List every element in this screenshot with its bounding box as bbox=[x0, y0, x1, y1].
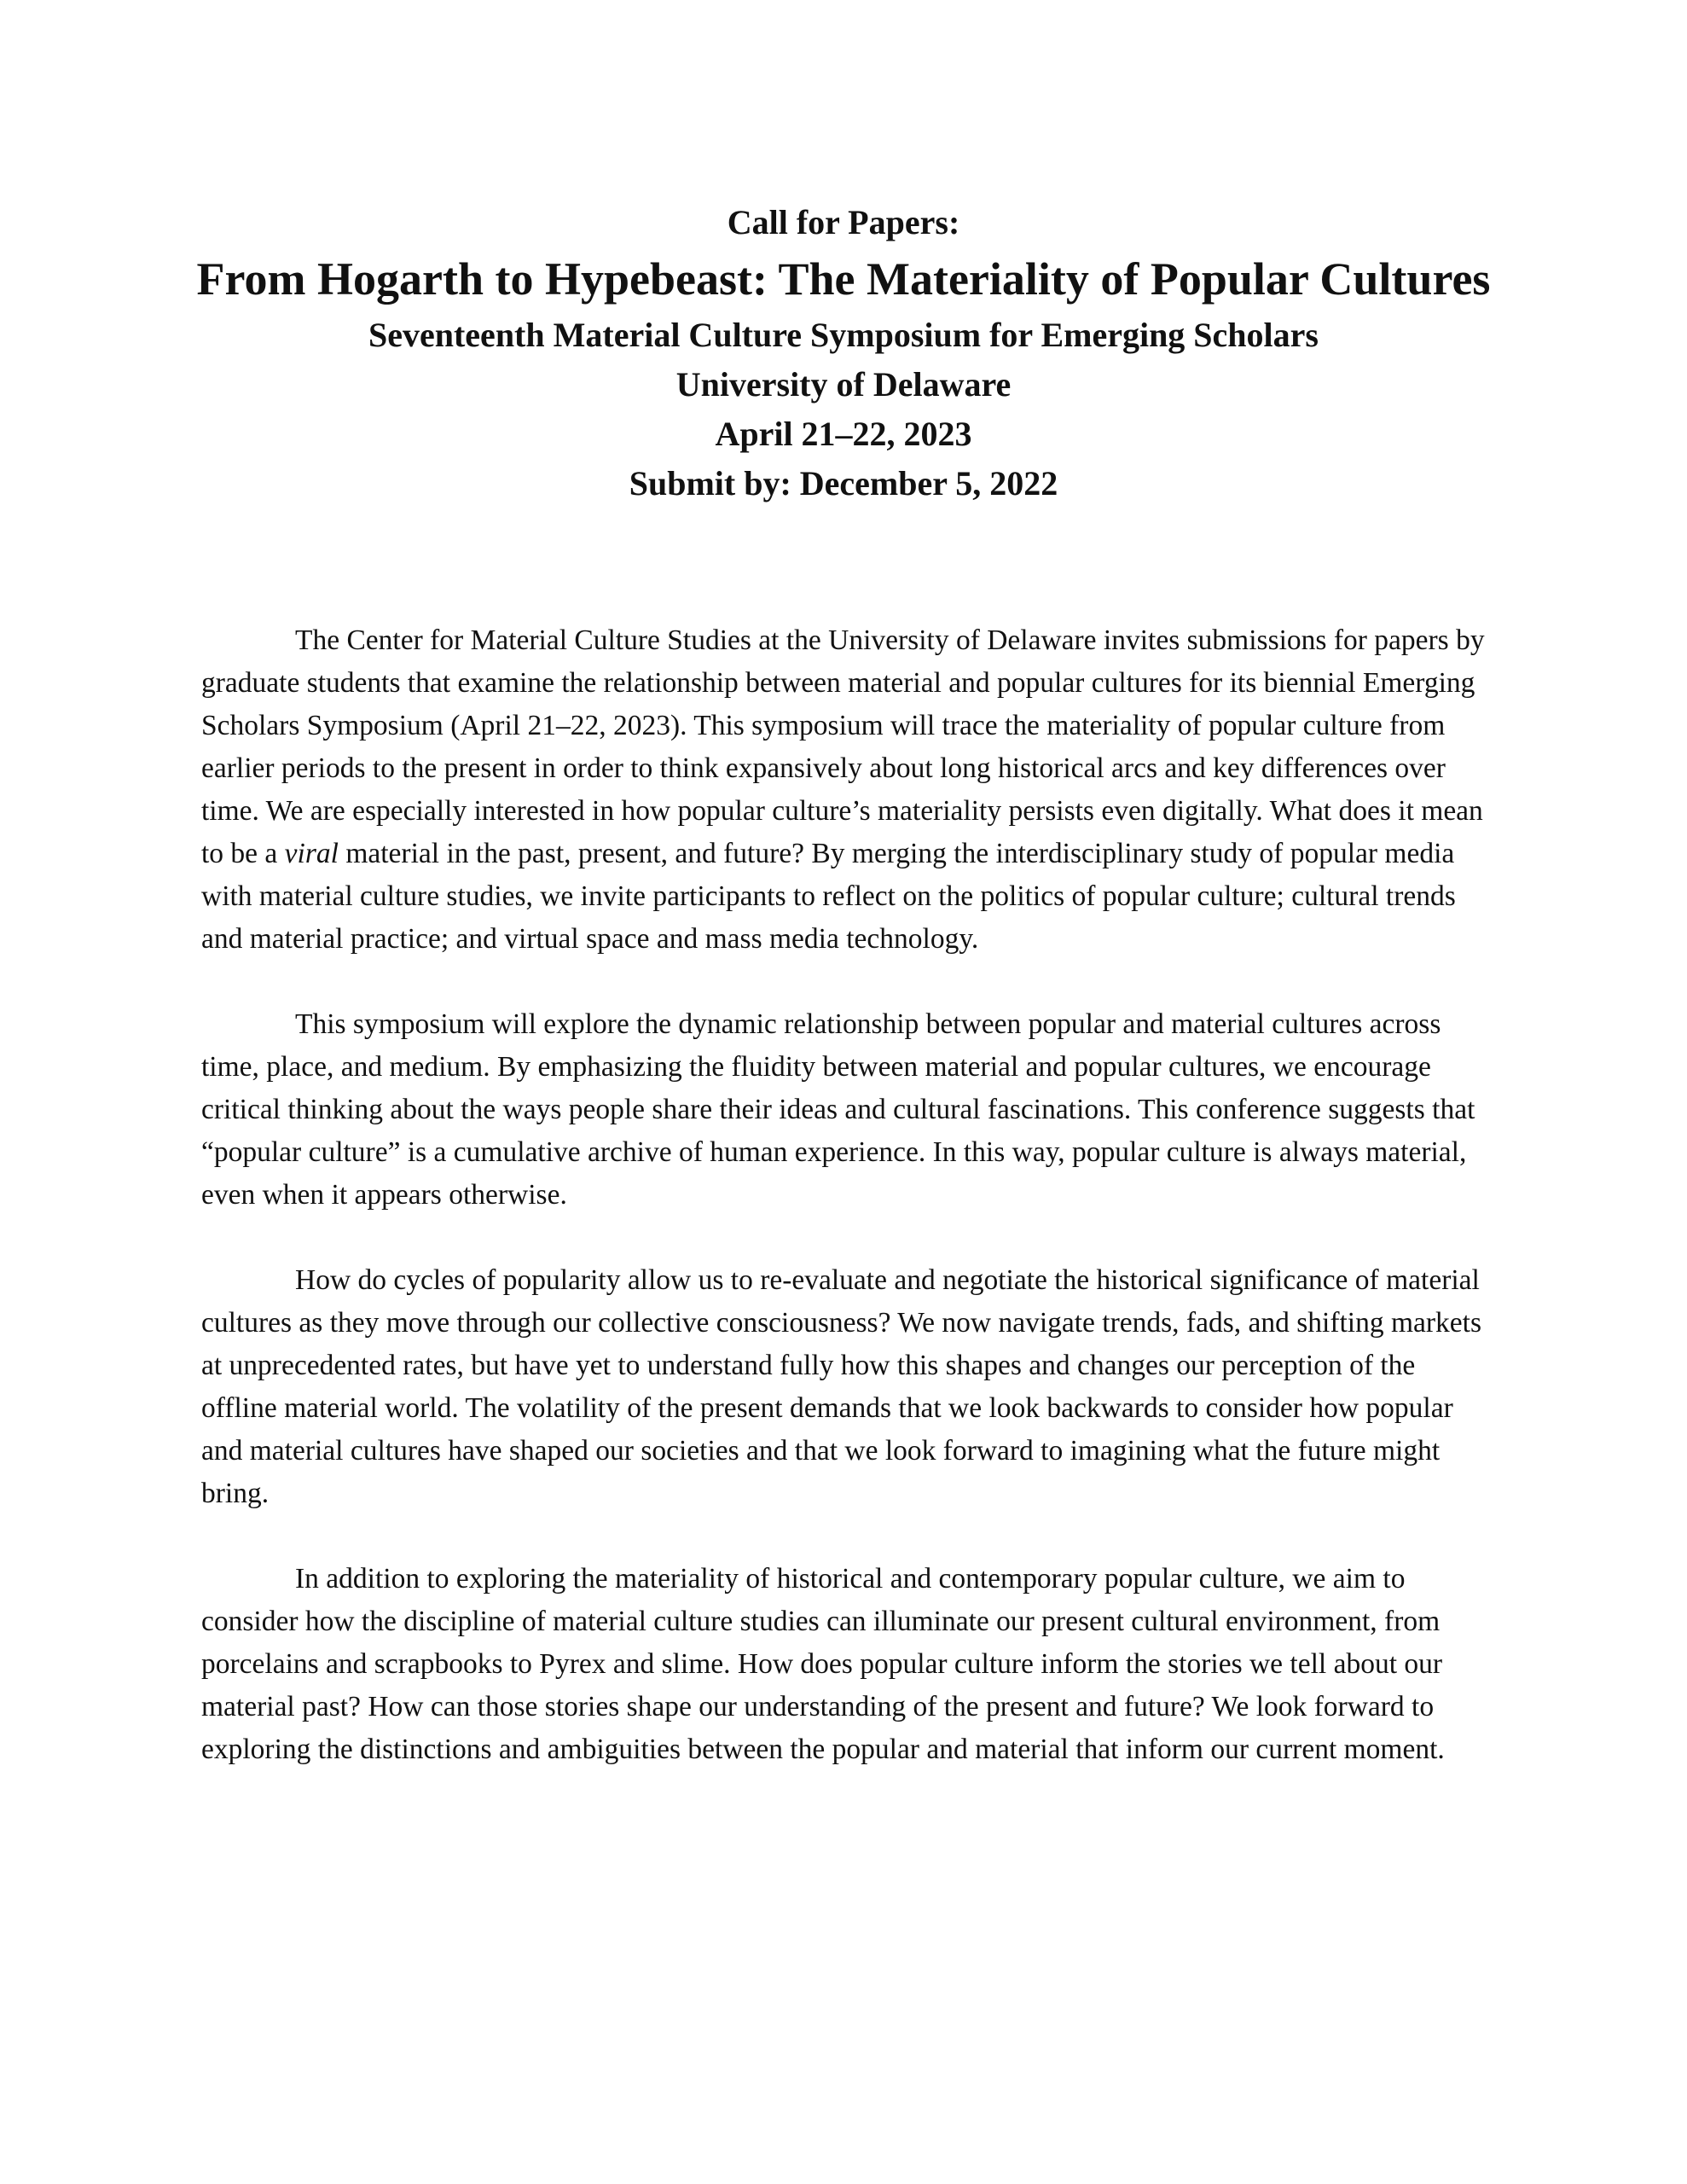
paragraph-1-emphasis: viral bbox=[284, 838, 339, 869]
paragraph-2: This symposium will explore the dynamic relationship between popular and material cultures across time, place, and medium. By emphasizing the fluidity between material and popular cultures, we encourage critical thinking about the ways people share their ideas and cultural fascinations. This conference suggests that “popular culture” is a cumulative archive of human experience. In this way, popular culture is always material, even when it appears otherwise. bbox=[201, 1008, 1475, 1211]
symposium-subtitle: Seventeenth Material Culture Symposium for Emerging Scholars bbox=[368, 316, 1319, 354]
symposium-dates: April 21–22, 2023 bbox=[715, 415, 972, 453]
document-header bbox=[0, 198, 1687, 508]
paragraph-4: In addition to exploring the materiality of historical and contemporary popular culture, we aim to consider how the discipline of material culture studies can illuminate our present cultural environment, from porcelains and scrapbooks to Pyrex and slime. How does popular culture inform the stories we tell about our material past? How can those stories shape our understanding of the present and future? We look forward to exploring the distinctions and ambiguities between the popular and material that inform our current moment. bbox=[201, 1563, 1445, 1765]
paragraph-1-text-b: material in the past, present, and future? By merging the interdisciplinary study of popular media with material culture studies, we invite participants to reflect on the politics of popular culture; cultural trends and material practice; and virtual space and mass media technology. bbox=[201, 838, 1456, 955]
document-body bbox=[201, 619, 1489, 1814]
document-title: From Hogarth to Hypebeast: The Materiality of Popular Cultures bbox=[196, 253, 1491, 305]
paragraph-1 bbox=[201, 619, 1489, 961]
call-for-papers-label: Call for Papers: bbox=[727, 203, 960, 241]
submission-deadline: Submit by: December 5, 2022 bbox=[629, 464, 1058, 502]
paragraph-1-text-a: The Center for Material Culture Studies at the University of Delaware invites submissions for papers by graduate students that examine the relationship between material and popular cultures for its biennial Emerging Scholars Symposium (April 21–22, 2023). This symposium will trace the materiality of popular culture from earlier periods to the present in order to think expansively about long historical arcs and key differences over time. We are especially interested in how popular culture’s materiality persists even digitally. What does it mean to be a bbox=[201, 624, 1485, 869]
paragraph-3: How do cycles of popularity allow us to re-evaluate and negotiate the historical significance of material cultures as they move through our collective consciousness? We now navigate trends, fads, and shifting markets at unprecedented rates, but have yet to understand fully how this shapes and changes our perception of the offline material world. The volatility of the present demands that we look backwards to consider how popular and material cultures have shaped our societies and that we look forward to imagining what the future might bring. bbox=[201, 1264, 1482, 1509]
institution-name: University of Delaware bbox=[675, 365, 1012, 404]
